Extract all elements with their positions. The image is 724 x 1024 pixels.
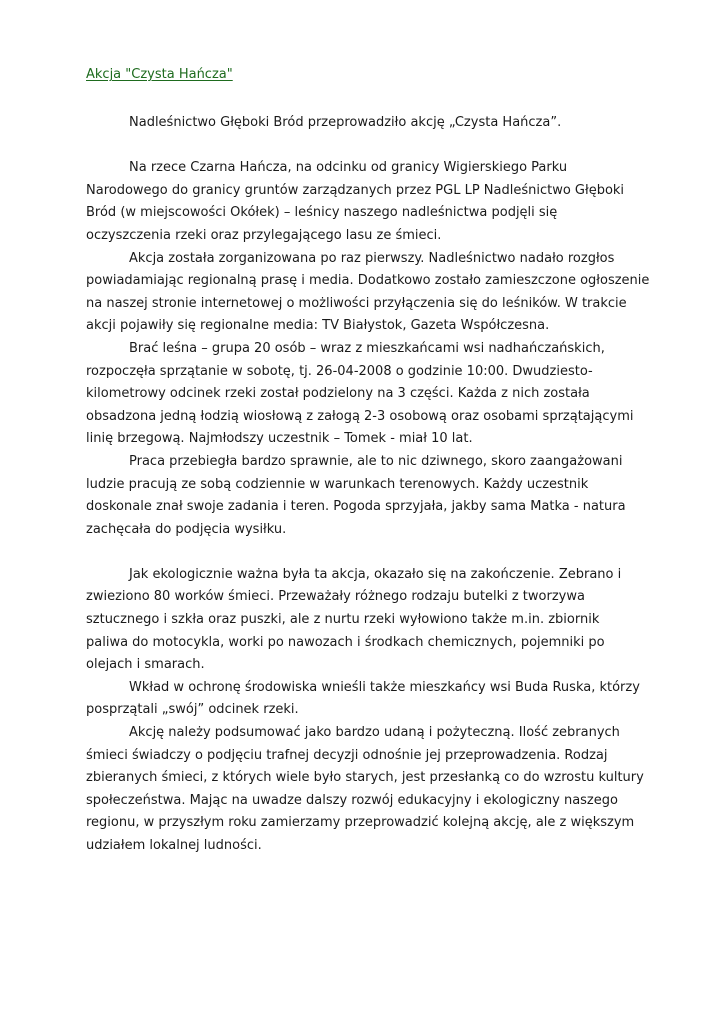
text-line: Brać leśna – grupa 20 osób – wraz z mieszkańcami wsi nadhańczańskich, [129,340,605,356]
text-line: zachęcała do podjęcia wysiłku. [86,521,287,537]
paragraph-gap [86,135,646,158]
text-line: paliwa do motocykla, worki po nawozach i środkach chemicznych, pojemniki po [86,634,605,650]
document-title[interactable]: Akcja "Czysta Hańcza" [86,67,233,82]
text-line: udziałem lokalnej ludności. [86,838,262,853]
text-line: linię brzegową. Najmłodszy uczestnik – Tomek - miał 10 lat. [86,431,473,447]
document-body [86,112,650,858]
text-line: zbieranych śmieci, z których wiele było starych, jest przesłanką co do wzrostu kultury [86,770,644,786]
text-line: śmieci świadczy o podjęciu trafnej decyzji odnośnie jej przeprowadzenia. Rodzaj [86,747,608,763]
text-line: Jak ekologicznie ważna była ta akcja, okazało się na zakończenie. Zebrano i [129,566,622,582]
text-line: akcji pojawiły się regionalne media: TV Białystok, Gazeta Współczesna. [86,318,550,334]
text-line: olejach i smarach. [86,657,205,673]
text-line: ludzie pracują ze sobą codziennie w warunkach terenowych. Każdy uczestnik [86,476,589,492]
text-line: na naszej stronie internetowej o możliwości przyłączenia się do leśników. W trakcie [86,295,627,311]
text-line: doskonale znał swoje zadania i teren. Pogoda sprzyjała, jakby sama Matka - natura [86,499,626,515]
text-line: posprzątali „swój” odcinek rzeki. [86,702,299,718]
text-line: kilometrowy odcinek rzeki został podzielony na 3 części. Każda z nich została [86,386,590,402]
text-line: Akcja została zorganizowana po raz pierwszy. Nadleśnictwo nadało rozgłos [129,250,615,266]
text-line: oczyszczenia rzeki oraz przylegającego lasu ze śmieci. [86,227,442,243]
text-line: Narodowego do granicy gruntów zarządzanych przez PGL LP Nadleśnictwo Głęboki [86,182,625,198]
text-line: Bród (w miejscowości Okółek) – leśnicy naszego nadleśnictwa podjęli się [86,205,558,221]
text-line: Na rzece Czarna Hańcza, na odcinku od granicy Wigierskiego Parku [129,160,568,176]
text-line: Praca przebiegła bardzo sprawnie, ale to nic dziwnego, skoro zaangażowani [129,453,623,469]
text-line: rozpoczęła sprzątanie w sobotę, tj. 26-04-2008 o godzinie 10:00. Dwudziesto- [86,363,593,379]
text-line: społeczeństwa. Mając na uwadze dalszy rozwój edukacyjny i ekologiczny naszego [86,792,618,808]
text-line: sztucznego i szkła oraz puszki, ale z nurtu rzeki wyłowiono także m.in. zbiornik [86,612,600,628]
text-line: Wkład w ochronę środowiska wnieśli także mieszkańcy wsi Buda Ruska, którzy [129,679,640,695]
text-line: powiadamiając regionalną prasę i media. Dodatkowo zostało zamieszczone ogłoszenie [86,273,650,289]
text-line: obsadzona jedną łodzią wiosłową z załogą 2-3 osobową oraz osobami sprzątającymi [86,408,634,424]
paragraph-gap [86,541,646,564]
text-line: Akcję należy podsumować jako bardzo udaną i pożyteczną. Ilość zebranych [129,725,620,741]
text-line: zwieziono 80 worków śmieci. Przeważały różnego rodzaju butelki z tworzywa [86,589,585,605]
text-line: regionu, w przyszłym roku zamierzamy przeprowadzić kolejną akcję, ale z większym [86,815,635,831]
text-line: Nadleśnictwo Głęboki Bród przeprowadziło akcję „Czysta Hańcza”. [129,115,562,130]
